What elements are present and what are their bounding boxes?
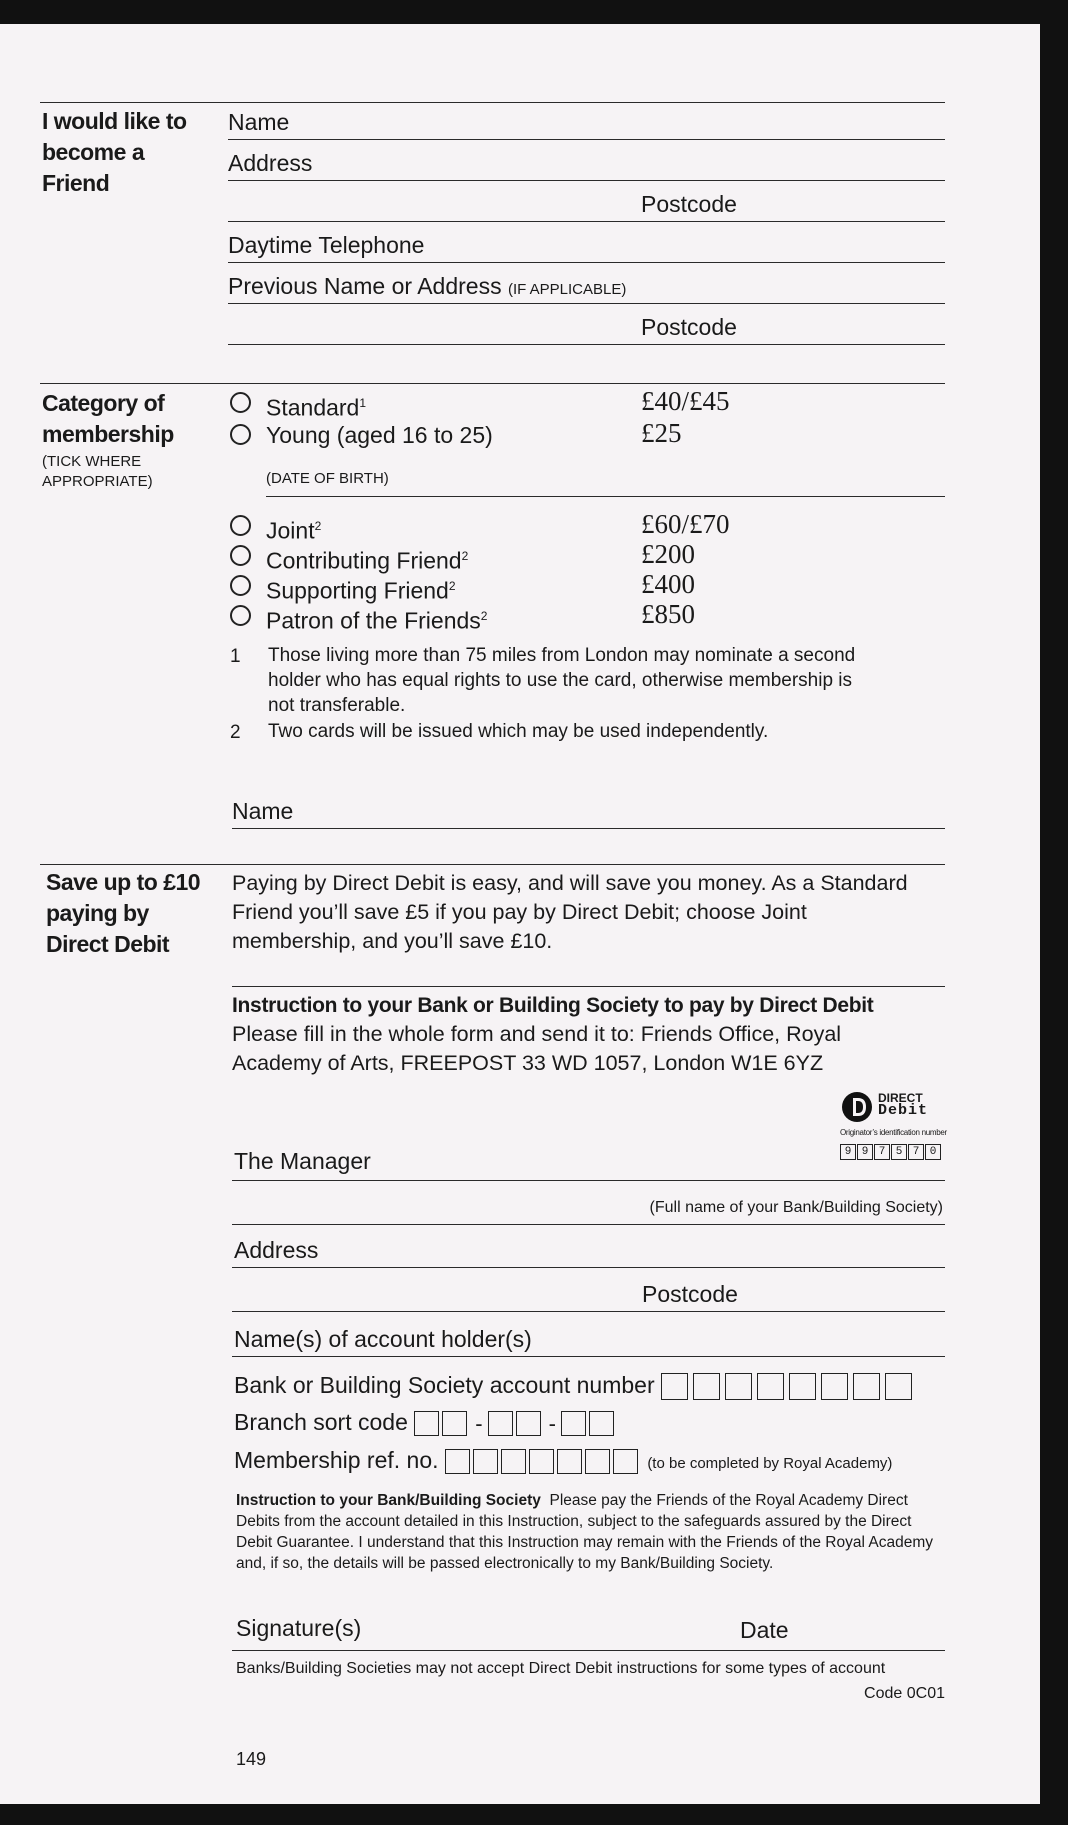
- postcode2-field[interactable]: [228, 344, 945, 345]
- joint-radio[interactable]: [230, 515, 251, 536]
- sort-code-box[interactable]: [442, 1411, 467, 1436]
- section2-title: Category of membership: [42, 390, 174, 447]
- account-holder-label: Name(s) of account holder(s): [234, 1326, 532, 1352]
- contributing-friend-radio[interactable]: [230, 545, 251, 566]
- account-number-box[interactable]: [725, 1373, 752, 1400]
- joint-label: [266, 512, 321, 545]
- sort-code-box[interactable]: [414, 1411, 439, 1436]
- sort-code-box[interactable]: [561, 1411, 586, 1436]
- joint-price: £60/£70: [641, 509, 730, 539]
- footnote-2-text: Two cards will be issued which may be used independently.: [268, 721, 769, 742]
- membership-ref-box[interactable]: [557, 1449, 582, 1474]
- signature-date-field[interactable]: [232, 1650, 945, 1651]
- name-field[interactable]: [228, 139, 945, 140]
- membership-ref-box[interactable]: [585, 1449, 610, 1474]
- bank-postcode-label: Postcode: [642, 1281, 738, 1307]
- contributing-footnote-mark: 2: [461, 549, 469, 563]
- direct-debit-mark-icon: [840, 1090, 878, 1124]
- postcode-field[interactable]: [228, 221, 945, 222]
- account-number-label: Bank or Building Society account number: [234, 1372, 655, 1398]
- section2-name-field[interactable]: [232, 828, 945, 829]
- dd-logo-line1: DIRECT: [878, 1091, 923, 1105]
- manager-label: The Manager: [234, 1148, 371, 1174]
- account-number-box[interactable]: [661, 1373, 688, 1400]
- account-number-row: [234, 1371, 917, 1400]
- bank-address-label: Address: [234, 1237, 319, 1263]
- address-field[interactable]: [228, 180, 945, 181]
- membership-ref-box[interactable]: [473, 1449, 498, 1474]
- manager-field[interactable]: [232, 1180, 945, 1181]
- contributing-friend-label: [266, 542, 468, 575]
- patron-label: [266, 602, 487, 635]
- sort-code-dash: -: [475, 1410, 483, 1436]
- page-number: 149: [236, 1749, 267, 1769]
- originator-digits: [840, 1141, 942, 1160]
- membership-ref-box[interactable]: [529, 1449, 554, 1474]
- supporting-friend-label-text: Supporting Friend: [266, 577, 449, 604]
- bank-address-field[interactable]: [232, 1267, 945, 1268]
- originator-label: Originator’s identification number: [840, 1128, 947, 1137]
- standard-footnote-mark: 1: [359, 396, 367, 410]
- sort-code-label: Branch sort code: [234, 1409, 408, 1435]
- sort-code-box[interactable]: [488, 1411, 513, 1436]
- previous-name-address-label: [228, 272, 626, 304]
- patron-radio[interactable]: [230, 605, 251, 626]
- section1-title: I would like to become a Friend: [42, 108, 187, 196]
- previous-label-note: (IF APPLICABLE): [507, 281, 627, 298]
- originator-digit: 9: [840, 1144, 856, 1160]
- daytime-telephone-field[interactable]: [228, 262, 945, 263]
- bank-instruction-heading: Instruction to your Bank/Building Society: [236, 1492, 541, 1509]
- full-name-note: (Full name of your Bank/Building Society): [649, 1199, 943, 1216]
- supporting-friend-label: [266, 572, 456, 605]
- address-label: Address: [228, 150, 313, 176]
- membership-ref-note: (to be completed by Royal Academy): [647, 1455, 893, 1472]
- originator-digit: 9: [857, 1144, 873, 1160]
- section2-top-rule: [40, 383, 945, 384]
- patron-footnote-mark: 2: [480, 609, 488, 623]
- supporting-friend-price: £400: [641, 569, 695, 599]
- standard-label: [266, 389, 366, 422]
- account-number-box[interactable]: [821, 1373, 848, 1400]
- account-number-box[interactable]: [885, 1373, 912, 1400]
- account-number-box[interactable]: [693, 1373, 720, 1400]
- contributing-friend-label-text: Contributing Friend: [266, 547, 462, 574]
- account-number-box[interactable]: [789, 1373, 816, 1400]
- young-price: £25: [641, 418, 682, 448]
- section3-top-rule: [40, 864, 945, 865]
- bank-instruction-text: Please pay the Friends of the Royal Academy Direct Debits from the account detailed in this Instruction, subject to the safeguards assured by the Direct Debit Guarantee. I understand that this Instruction may remain with the Friends of the Royal Academy and, if so, the details will be passed electronically to my Bank/Building Society.: [236, 1492, 933, 1572]
- instruction-block: [232, 991, 932, 1078]
- standard-radio[interactable]: [230, 392, 251, 413]
- sort-code-box[interactable]: [589, 1411, 614, 1436]
- section1-top-rule: [40, 102, 945, 103]
- originator-digit: 0: [925, 1144, 941, 1160]
- patron-price: £850: [641, 599, 695, 629]
- originator-digit: 5: [891, 1144, 907, 1160]
- date-of-birth-label: (DATE OF BIRTH): [266, 470, 389, 487]
- date-label: Date: [740, 1617, 789, 1643]
- supporting-friend-radio[interactable]: [230, 575, 251, 596]
- daytime-telephone-label: Daytime Telephone: [228, 232, 425, 258]
- dd-logo-line2: Debit: [878, 1102, 929, 1119]
- footnote-1-number: 1: [230, 646, 241, 667]
- young-radio[interactable]: [230, 424, 251, 445]
- originator-digit: 7: [908, 1144, 924, 1160]
- form-code: Code 0C01: [864, 1685, 945, 1702]
- account-holder-field[interactable]: [232, 1356, 945, 1357]
- supporting-footnote-mark: 2: [448, 579, 456, 593]
- section2-subtitle: (TICK WHERE APPROPRIATE): [42, 453, 153, 490]
- bank-postcode-field[interactable]: [232, 1311, 945, 1312]
- date-of-birth-field[interactable]: [266, 496, 945, 497]
- sort-code-row: [234, 1408, 617, 1438]
- postcode-label: Postcode: [641, 191, 737, 217]
- account-number-box[interactable]: [757, 1373, 784, 1400]
- signature-label: Signature(s): [236, 1615, 362, 1641]
- section3-title: Save up to £10 paying by Direct Debit: [46, 869, 201, 957]
- membership-ref-label: Membership ref. no.: [234, 1447, 439, 1473]
- instruction-text: Please fill in the whole form and send it to: Friends Office, Royal Academy of Arts, FREEPOST 33 WD 1057, London W1E 6YZ: [232, 1022, 842, 1075]
- previous-name-address-field[interactable]: [228, 303, 945, 304]
- joint-footnote-mark: 2: [314, 519, 322, 533]
- contributing-friend-price: £200: [641, 539, 695, 569]
- bank-instruction: [236, 1490, 936, 1574]
- sort-code-dash: -: [548, 1410, 556, 1436]
- disclaimer-text: Banks/Building Societies may not accept Direct Debit instructions for some types of account: [236, 1660, 886, 1677]
- standard-label-text: Standard: [266, 394, 360, 421]
- membership-ref-box[interactable]: [613, 1449, 638, 1474]
- joint-label-text: Joint: [266, 517, 315, 544]
- young-label: Young (aged 16 to 25): [266, 422, 493, 448]
- sort-code-box[interactable]: [516, 1411, 541, 1436]
- bank-name-field[interactable]: [232, 1224, 945, 1225]
- membership-ref-box[interactable]: [445, 1449, 470, 1474]
- footnote-1-text: Those living more than 75 miles from London may nominate a second holder who has equal rights to use the card, otherwise membership is not transferable.: [268, 645, 856, 716]
- originator-digit: 7: [874, 1144, 890, 1160]
- direct-debit-intro: Paying by Direct Debit is easy, and will save you money. As a Standard Friend you’ll save £5 if you pay by Direct Debit; choose Joint membership, and you’ll save £10.: [232, 871, 908, 953]
- name-label: Name: [228, 109, 290, 135]
- standard-price: £40/£45: [641, 386, 730, 416]
- section2-name-label: Name: [232, 798, 294, 824]
- instruction-heading: Instruction to your Bank or Building Society to pay by Direct Debit: [232, 994, 874, 1017]
- footnote-2-number: 2: [230, 722, 241, 743]
- patron-label-text: Patron of the Friends: [266, 607, 481, 634]
- instruction-top-rule: [232, 986, 945, 987]
- form-page: [0, 24, 1040, 1804]
- membership-ref-row: [234, 1446, 892, 1478]
- membership-ref-box[interactable]: [501, 1449, 526, 1474]
- postcode2-label: Postcode: [641, 314, 737, 340]
- account-number-box[interactable]: [853, 1373, 880, 1400]
- previous-label-text: Previous Name or Address: [228, 273, 502, 299]
